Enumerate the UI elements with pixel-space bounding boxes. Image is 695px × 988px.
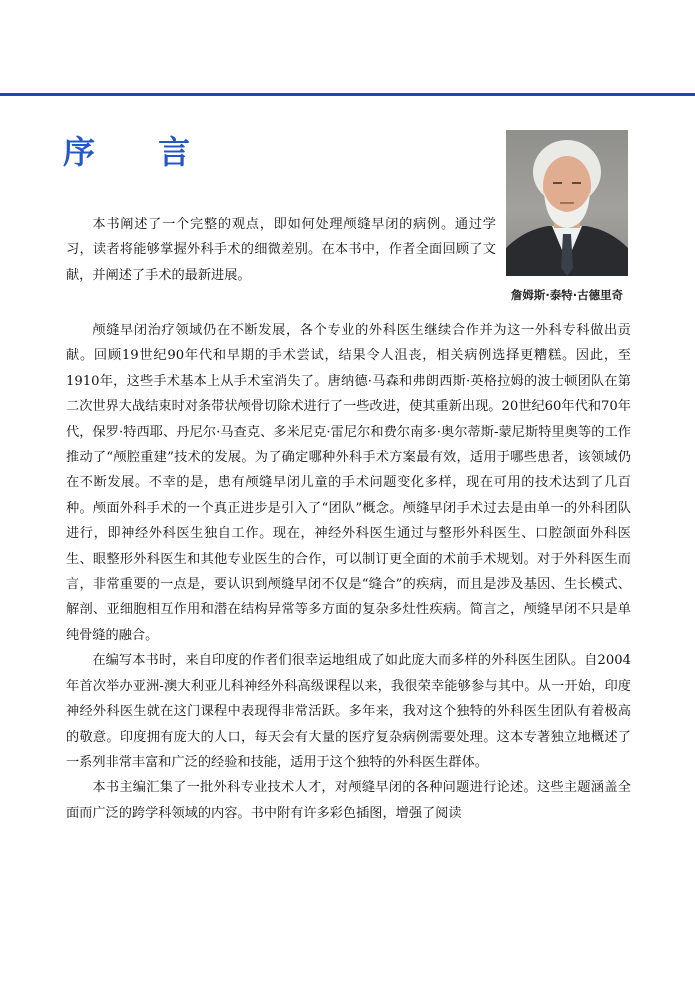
body-paragraph-3: 本书主编汇集了一批外科专业技术人才，对颅缝早闭的各种问题进行论述。这些主题涵盖全面而广泛的跨学科领域的内容。书中附有许多彩色插图，增强了阅读	[66, 780, 631, 821]
author-portrait	[506, 130, 628, 276]
body-text	[66, 318, 631, 826]
portrait-caption: 詹姆斯·泰特·古德里奇	[510, 288, 624, 302]
header-rule	[0, 93, 695, 96]
author-portrait-image	[506, 130, 628, 276]
body-paragraph-1: 颅缝早闭治疗领域仍在不断发展，各个专业的外科医生继续合作并为这一外科专科做出贡献。回顾19世纪90年代和早期的手术尝试，结果令人沮丧，相关病例选择更糟糕。因此，至1910年，这些手术基本上从手术室消失了。唐纳德·马森和弗朗西斯·英格拉姆的波士顿团队在第二次世界大战结束时对条带状颅骨切除术进行了一些改进，使其重新出现。20世纪60年代和70年代，保罗·特西耶、丹尼尔·马查克、多米尼克·雷尼尔和费尔南多·奥尔蒂斯-蒙尼斯特里奥等的工作推动了“颅腔重建”技术的发展。为了确定哪种外科手术方案最有效，适用于哪些患者，该领域仍在不断发展。不幸的是，患有颅缝早闭儿童的手术问题变化多样，现在可用的技术达到了几百种。颅面外科手术的一个真正进步是引入了“团队”概念。颅缝早闭手术过去是由单一的外科团队进行，即神经外科医生独自工作。现在，神经外科医生通过与整形外科医生、口腔颌面外科医生、眼整形外科医生和其他专业医生的合作，可以制订更全面的术前手术规划。对于外科医生而言，非常重要的一点是，要认识到颅缝早闭不仅是“缝合”的疾病，而且是涉及基因、生长模式、解剖、亚细胞相互作用和潜在结构异常等多方面的复杂多灶性疾病。简言之，颅缝早闭不只是单纯骨缝的融合。	[66, 323, 631, 643]
page-title: 序 言	[63, 133, 217, 171]
body-paragraph-2: 在编写本书时，来自印度的作者们很幸运地组成了如此庞大而多样的外科医生团队。自2004年首次举办亚洲-澳大利亚儿科神经外科高级课程以来，我很荣幸能够参与其中。从一开始，印度神经外科医生就在这门课程中表现得非常活跃。多年来，我对这个独特的外科医生团队有着极高的敬意。印度拥有庞大的人口，每天会有大量的医疗复杂病例需要处理。这本专著独立地概述了一系列非常丰富和广泛的经验和技能，适用于这个独特的外科医生群体。	[66, 653, 631, 770]
intro-paragraph: 本书阐述了一个完整的观点，即如何处理颅缝早闭的病例。通过学习，读者将能够掌握外科手术的细微差别。在本书中，作者全面回顾了文献，并阐述了手术的最新进展。	[66, 217, 496, 283]
